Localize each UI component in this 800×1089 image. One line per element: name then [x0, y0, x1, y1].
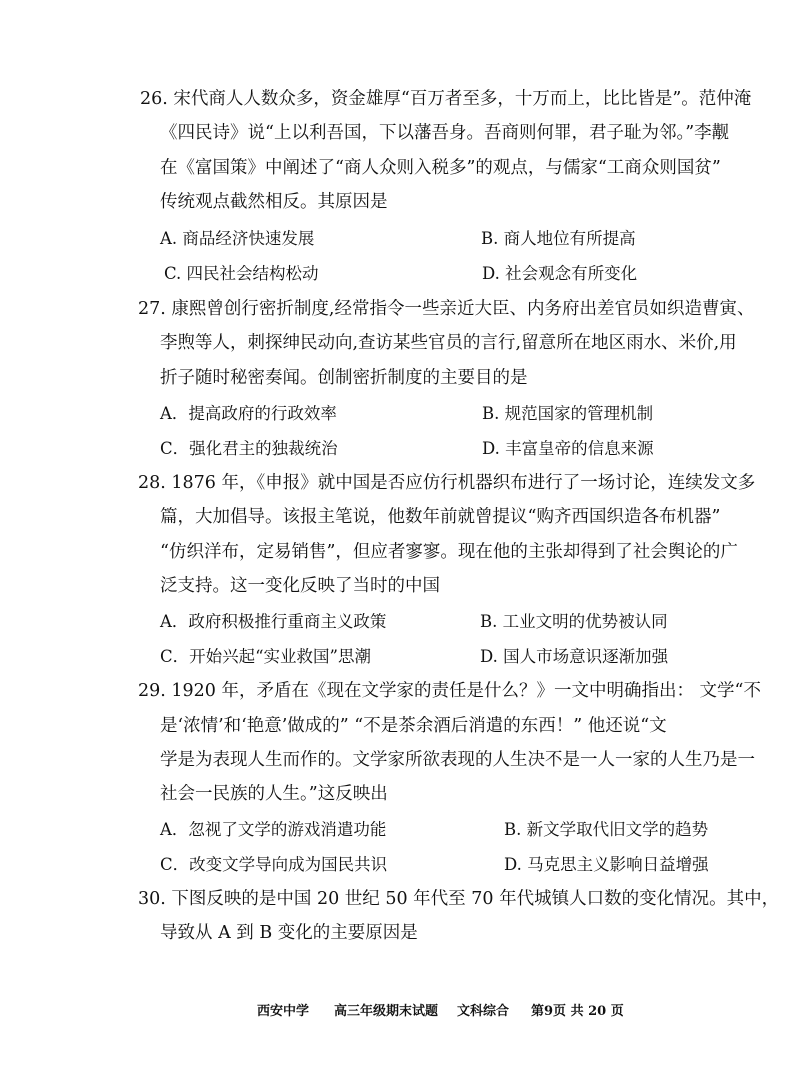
question-text-line: 在《富国策》中阐述了“商人众则入税多”的观点，与儒家“工商众则国贫”: [160, 158, 721, 178]
question-text-line: 28. 1876 年，《申报》就中国是否应仿行机器织布进行了一场讨论，连续发文多: [138, 473, 756, 493]
question-text-line: 篇，大加倡导。该报主笔说，他数年前就曾提议“购齐西国织造各布机器”: [160, 507, 721, 527]
option-d: D. 国人市场意识逐渐加强: [480, 647, 669, 666]
footer-exam: 高三年级期末试题: [334, 1004, 439, 1019]
question-text-line: 27. 康熙曾创行密折制度,经常指令一些亲近大臣、内务府出差官员如织造曹寅、: [138, 299, 755, 319]
option-b: B. 新文学取代旧文学的趋势: [504, 820, 709, 839]
option-b: B. 商人地位有所提高: [481, 229, 636, 248]
question-text-line: 29. 1920 年，矛盾在《现在文学家的责任是什么？》一文中明确指出： 文学“不: [138, 681, 761, 701]
question-text-line: 30. 下图反映的是中国 20 世纪 50 年代至 70 年代城镇人口数的变化情况。其中，: [138, 889, 780, 909]
footer-page-number: 第9页 共 20 页: [531, 1004, 624, 1019]
question-text-line: 学是为表现人生而作的。文学家所欲表现的人生决不是一人一家的人生乃是一: [160, 750, 755, 770]
question-text-line: 是‘浓情’和‘艳意’做成的” “不是茶余酒后消遣的东西！” 他还说“文: [160, 716, 667, 736]
option-a: A．提高政府的行政效率: [160, 404, 337, 423]
question-text-line: “仿织洋布，定易销售”，但应者寥寥。现在他的主张却得到了社会舆论的广: [160, 542, 738, 562]
option-c: C．强化君主的独裁统治: [160, 439, 338, 458]
footer-school: 西安中学: [257, 1004, 310, 1019]
footer-subject: 文科综合: [457, 1004, 510, 1019]
option-d: D. 丰富皇帝的信息来源: [482, 439, 654, 458]
option-a: A．忽视了文学的游戏消遣功能: [160, 820, 387, 839]
option-b: B. 规范国家的管理机制: [482, 404, 654, 423]
option-d: D. 社会观念有所变化: [482, 264, 638, 283]
question-text-line: 社会一民族的人生。”这反映出: [160, 784, 388, 804]
option-c: C. 四民社会结构松动: [164, 264, 319, 283]
question-text-line: 26. 宋代商人人数众多，资金雄厚“百万者至多，十万而上，比比皆是”。范仲淹: [140, 89, 752, 109]
question-text-line: 导致从 A 到 B 变化的主要原因是: [160, 923, 418, 943]
question-text-line: 传统观点截然相反。其原因是: [160, 192, 388, 212]
option-c: C．改变文学导向成为国民共识: [160, 855, 388, 874]
option-b: B. 工业文明的优势被认同: [480, 612, 668, 631]
option-d: D. 马克思主义影响日益增强: [504, 855, 709, 874]
option-a: A．政府积极推行重商主义政策: [160, 612, 387, 631]
question-text-line: 李煦等人，刺探绅民动向,查访某些官员的言行,留意所在地区雨水、米价,用: [160, 333, 737, 353]
question-text-line: 《四民诗》说“上以利吾国，下以藩吾身。吾商则何罪，君子耻为邻。”李觏: [160, 123, 730, 143]
question-text-line: 泛支持。这一变化反映了当时的中国: [160, 576, 440, 596]
option-c: C．开始兴起“实业救国”思潮: [160, 647, 371, 666]
option-a: A. 商品经济快速发展: [160, 229, 315, 248]
question-text-line: 折子随时秘密奏闻。创制密折制度的主要目的是: [160, 368, 528, 388]
